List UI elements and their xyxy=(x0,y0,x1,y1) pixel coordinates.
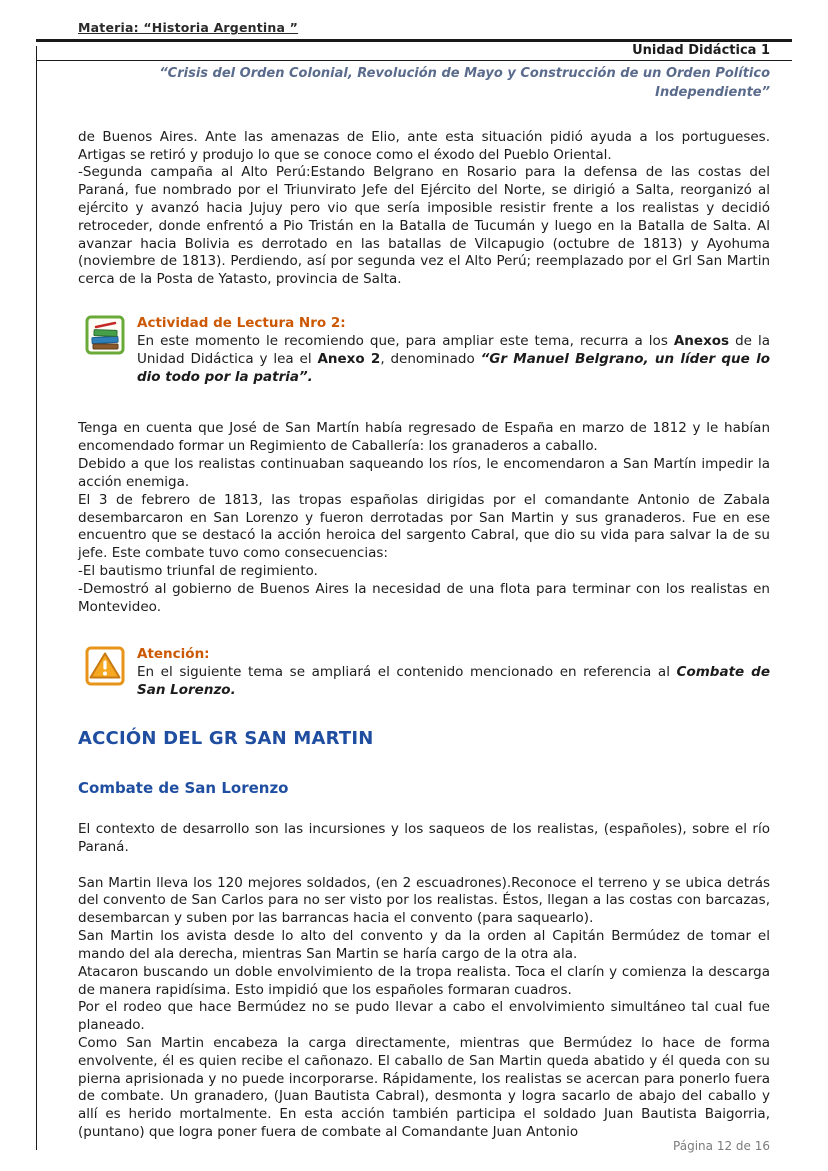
unit-subtitle: “Crisis del Orden Colonial, Revolución de Mayo y Construcción de un Orden Político Independiente” xyxy=(159,66,770,100)
attention-text-segment: Combate de San Lorenzo. xyxy=(137,664,771,699)
activity-text-segment: “Gr Manuel Belgrano, un líder que lo dio todo por la patria”. xyxy=(137,350,770,385)
warning-triangle-icon xyxy=(85,646,125,686)
paragraph: Como San Martin encabeza la carga directamente, mientras que Bermúdez lo hace de forma envolvente, él es quien recibe el cañonazo. El caballo de San Martin queda abatido y él queda con su pierna aprisionada y no puede incorporarse. Rápidamente, los realistas se acercan para ponerlo fuera de combate. Un granadero, (Juan Bautista Cabral), desmonta y logra sacarlo de abajo del caballo y allí es herido mortalmente. En esta acción también participa el soldado Juan Bautista Baigorria, (puntano) que logra poner fuera de combate al Comandante Juan Antonio xyxy=(78,1034,770,1140)
section-heading: ACCIÓN DEL GR SAN MARTIN xyxy=(78,728,374,749)
open-book-reading-icon xyxy=(85,315,125,355)
page-left-border xyxy=(36,46,37,1150)
header-rule-top xyxy=(36,39,792,42)
attention-text xyxy=(137,664,770,700)
unit-title: Unidad Didáctica 1 xyxy=(632,43,770,58)
page-number: Página 12 de 16 xyxy=(673,1139,770,1153)
paragraph: -Segunda campaña al Alto Perú:Estando Belgrano en Rosario para la defensa de las costas del Paraná, fue nombrado por el Triunvirato Jefe del Ejército del Norte, se dirigió a Salta, reorganizó al ejército y avanzó hacia Jujuy pero vio que sería imposible resistir frente a los realistas y decidió retroceder, donde enfrentó a Pio Tristán en la Batalla de Tucumán y luego en la Batalla de Salta. Al avanzar hacia Bolivia es derrotado en las batallas de Vilcapugio (octubre de 1813) y Ayohuma (noviembre de 1813). Perdiendo, así por segunda vez el Alto Perú; reemplazado por el Grl San Martin cerca de la Posta de Yatasto, provincia de Salta. xyxy=(78,164,770,288)
activity-text-segment: Anexo 2 xyxy=(317,350,381,367)
activity-title: Actividad de Lectura Nro 2: xyxy=(137,315,346,331)
attention-callout xyxy=(78,646,770,700)
header-rule-bottom xyxy=(36,60,792,61)
activity-text-segment: de la Unidad Didáctica y lea el xyxy=(137,333,770,367)
attention-content xyxy=(137,646,770,700)
activity-text-segment: En este momento le recomiendo que, para ampliar este tema, recurra a los xyxy=(137,333,674,349)
reading-activity-callout xyxy=(78,315,770,386)
attention-title: Atención: xyxy=(137,646,210,663)
paragraph: El 3 de febrero de 1813, las tropas españolas dirigidas por el comandante Antonio de Zabala desembarcaron en San Lorenzo y fueron derrotadas por San Martin y sus granaderos. Fue en ese encuentro que se destacó la acción heroica del sargento Cabral, que dio su vida para salvar la de su jefe. Este combate tuvo como consecuencias: xyxy=(78,491,770,562)
activity-text-segment: , denominado xyxy=(380,350,481,367)
paragraph: -El bautismo triunfal de regimiento. xyxy=(78,562,318,579)
subsection-heading: Combate de San Lorenzo xyxy=(78,779,289,797)
san-martin-section xyxy=(78,420,770,616)
paragraph: Tenga en cuenta que José de San Martín había regresado de España en marzo de 1812 y le habían encomendado formar un Regimiento de Caballería: los granaderos a caballo. xyxy=(78,420,770,455)
paragraph: -Demostró al gobierno de Buenos Aires la necesidad de una flota para terminar con los realistas en Montevideo. xyxy=(78,580,770,615)
paragraph: de Buenos Aires. Ante las amenazas de Elio, ante esta situación pidió ayuda a los portugueses. Artigas se retiró y produjo lo que se conoce como el éxodo del Pueblo Oriental. xyxy=(78,128,770,163)
attention-text-segment: En el siguiente tema se ampliará el contenido mencionado en referencia al xyxy=(137,664,677,681)
paragraph: El contexto de desarrollo son las incursiones y los saqueos de los realistas, (españoles), sobre el río Paraná. xyxy=(78,821,770,855)
paragraph: Por el rodeo que hace Bermúdez no se pudo llevar a cabo el envolvimiento simultáneo tal cual fue planeado. xyxy=(78,999,770,1034)
activity-content xyxy=(137,315,770,386)
paragraph: San Martin lleva los 120 mejores soldados, (en 2 escuadrones).Reconoce el terreno y se ubica detrás del convento de San Carlos para no ser visto por los realistas. Éstos, llegan a las costas con barcazas, desembarcan y suben por las barrancas hacia el convento (para saquearlo). xyxy=(78,874,770,927)
activity-text-segment: Anexos xyxy=(673,333,730,349)
page-header xyxy=(78,20,770,103)
combate-san-lorenzo-section xyxy=(78,821,770,1142)
course-label: Materia: “Historia Argentina ” xyxy=(78,20,299,35)
paragraph: San Martin los avista desde lo alto del convento y da la orden al Capitán Bermúdez de tomar el mando del ala derecha, mientras San Martin se haría cargo de la otra ala. xyxy=(78,928,770,962)
paragraph: Debido a que los realistas continuaban saqueando los ríos, le encomendaron a San Martín impedir la acción enemiga. xyxy=(78,456,770,490)
activity-text xyxy=(137,333,770,386)
intro-section xyxy=(78,129,770,289)
paragraph: Atacaron buscando un doble envolvimiento de la tropa realista. Toca el clarín y comienza la descarga de manera rapidísima. Esto impidió que los españoles formaran cuadros. xyxy=(78,963,770,998)
